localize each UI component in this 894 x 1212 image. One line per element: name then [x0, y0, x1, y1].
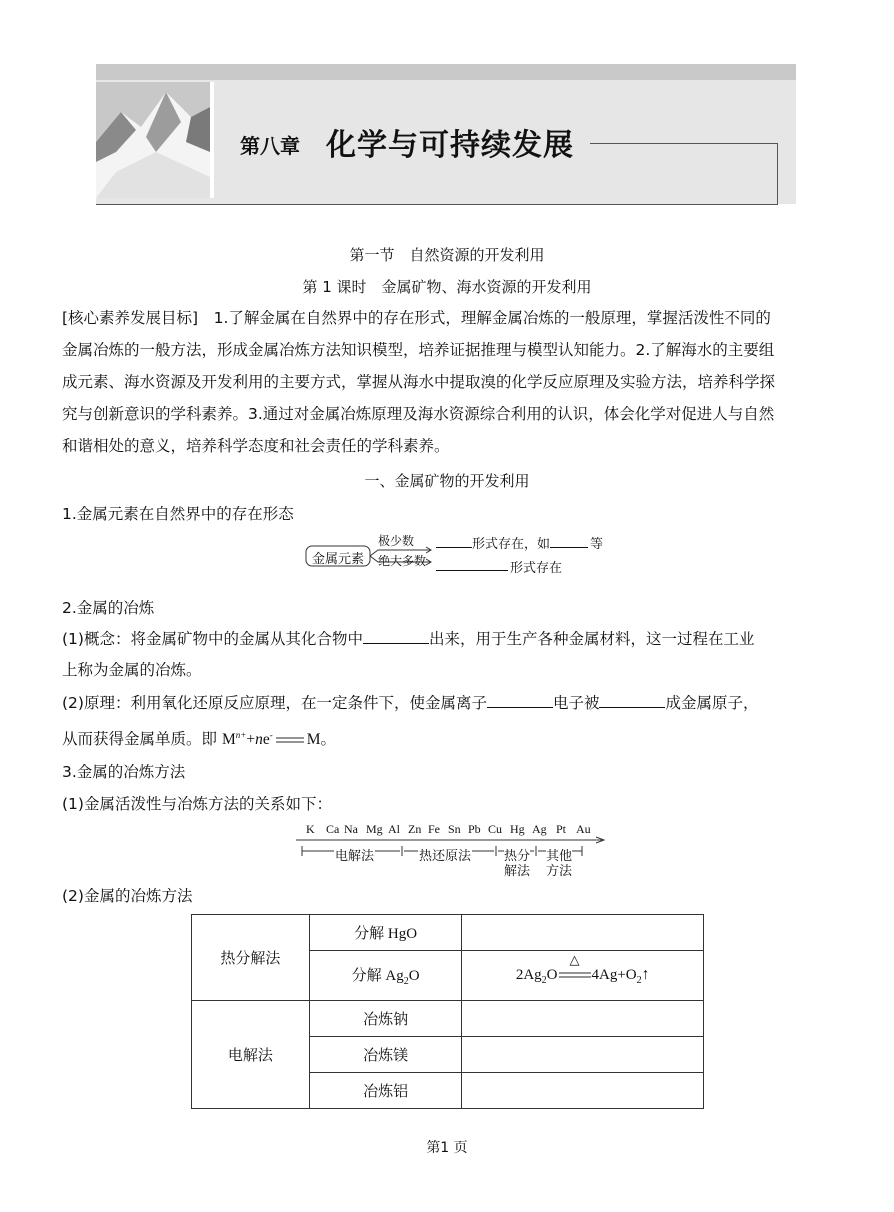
- equals-sign-icon: [275, 735, 305, 745]
- goals-line: [核心素养发展目标] 1.了解金属在自然界中的存在形式，理解金属冶炼的一般原理，掌握活泼性不同的: [62, 309, 771, 327]
- heat-triangle-icon: △: [569, 952, 580, 968]
- method-cell: 冶炼镁: [309, 1037, 462, 1073]
- metal-symbol: Mg: [366, 822, 383, 836]
- answer-cell: [462, 1073, 704, 1109]
- mountain-photo: [96, 82, 214, 198]
- table-row: [192, 915, 704, 951]
- metal-symbol: Sn: [448, 822, 461, 836]
- eq-n: n: [255, 731, 263, 748]
- banner-bottom-rule: [96, 204, 778, 205]
- principle-text-d: 从而获得金属单质。即: [62, 730, 222, 748]
- blank-principle-2: [599, 693, 665, 708]
- banner-top-strip: [96, 64, 796, 80]
- smelting-methods-table: [191, 914, 704, 1109]
- existence-diagram: [300, 530, 620, 576]
- principle-text-b: 电子被: [552, 694, 600, 712]
- metal-symbol: Na: [344, 822, 358, 836]
- mountain-image-icon: [96, 82, 210, 198]
- diagram-text-top-b: 等: [590, 536, 604, 551]
- method-thermal-decomposition-2: 解法: [504, 863, 531, 878]
- concept-text-b: 出来，用于生产各种金属材料，这一过程在工业: [428, 630, 755, 648]
- concept-text-a: (1)概念：将金属矿物中的金属从其化合物中: [62, 630, 363, 648]
- principle-text-a: (2)原理：利用氧化还原反应原理，在一定条件下，使金属离子: [62, 694, 487, 712]
- method-electrolysis: 电解法: [334, 845, 375, 864]
- table-row: [192, 1001, 704, 1037]
- metal-symbol: Zn: [408, 822, 422, 836]
- method-other-2: 方法: [546, 863, 573, 878]
- subscript: 2: [636, 974, 642, 986]
- diagram-text-bottom: 形式存在: [510, 560, 563, 575]
- subscript: 2: [403, 976, 409, 987]
- eq-end: 。: [320, 731, 337, 748]
- metal-symbol: Hg: [510, 822, 525, 836]
- activity-series-diagram: [292, 822, 612, 878]
- item-3-heading: 3.金属的冶炼方法: [62, 763, 186, 781]
- concept-line: [62, 627, 754, 649]
- goals-line: 和谐相处的意义，培养科学态度和社会责任的学科素养。: [62, 437, 450, 455]
- concept-line-2: 上称为金属的冶炼。: [62, 661, 202, 679]
- diagram-text-top-a: 形式存在，如: [472, 536, 551, 551]
- answer-cell: [462, 915, 704, 951]
- metal-symbol: Al: [388, 822, 400, 836]
- metal-symbols: [292, 822, 612, 838]
- blank-principle-1: [487, 693, 553, 708]
- method-text: 分解 Ag: [351, 968, 404, 984]
- principle-text-c: 成金属原子，: [665, 694, 759, 712]
- method-thermal-reduction: 热还原法: [418, 845, 472, 864]
- eq-electron: e: [262, 731, 270, 748]
- lesson-title: 第 1 课时 金属矿物、海水资源的开发利用: [302, 278, 592, 296]
- eq-left: 2Ag: [515, 966, 542, 983]
- goals-line: 成元素、海水资源及开发利用的主要方式，掌握从海水中提取溴的化学反应原理及实验方法，培养科学探: [62, 373, 776, 391]
- metal-symbol: Pt: [556, 822, 567, 836]
- method-other: 其他: [546, 845, 572, 864]
- answer-cell: [462, 1037, 704, 1073]
- heat-condition: [558, 952, 592, 984]
- eq-charge: n+: [235, 729, 247, 740]
- part-heading: 一、金属矿物的开发利用: [364, 472, 530, 490]
- chapter-number: 第八章: [240, 134, 300, 158]
- equals-sign-icon: [558, 970, 592, 980]
- core-goals: [62, 302, 832, 462]
- metal-symbol: K: [306, 822, 315, 836]
- metal-symbol: Fe: [428, 822, 440, 836]
- item-1-heading: 1.金属元素在自然界中的存在形态: [62, 505, 294, 523]
- sub-2-heading: (2)金属的冶炼方法: [62, 887, 193, 905]
- eq-product: M: [306, 731, 321, 748]
- method-text: O: [408, 968, 420, 984]
- section-title: 第一节 自然资源的开发利用: [349, 246, 545, 264]
- blank-top-2: [550, 533, 588, 548]
- blank-concept: [363, 629, 429, 644]
- blank-top-1: [436, 533, 472, 548]
- metal-symbol: Pb: [468, 822, 481, 836]
- goals-line: 金属冶炼的一般方法，形成金属冶炼方法知识模型，培养证据推理与模型认知能力。2.了解海水的主要组: [62, 341, 775, 359]
- group-electrolysis: 电解法: [192, 1001, 310, 1109]
- principle-line: [62, 691, 759, 713]
- title-rule: [590, 143, 778, 144]
- group-thermal-decomposition: 热分解法: [192, 915, 310, 1001]
- eq-plus: +: [246, 731, 256, 748]
- principle-line-2: [62, 727, 336, 749]
- page-number: 第1 页: [426, 1140, 468, 1156]
- answer-cell: [462, 1001, 704, 1037]
- method-cell: 冶炼铝: [309, 1073, 462, 1109]
- sub-1-heading: (1)金属活泼性与冶炼方法的关系如下：: [62, 795, 332, 813]
- item-2-heading: 2.金属的冶炼: [62, 599, 155, 617]
- eq-electron-charge: -: [269, 729, 273, 740]
- method-thermal-decomposition: 热分: [504, 845, 530, 864]
- eq-metal: M: [221, 731, 236, 748]
- reduction-equation: [222, 731, 336, 748]
- diagram-branch-bottom: 绝大多数: [378, 554, 427, 568]
- gas-arrow-icon: ↑: [641, 965, 650, 983]
- eq-left: O: [546, 966, 558, 983]
- method-cell: 冶炼钠: [309, 1001, 462, 1037]
- goals-line: 究与创新意识的学科素养。3.通过对金属冶炼原理及海水资源综合利用的认识，体会化学对促进人与自然: [62, 405, 775, 423]
- metal-symbol: Cu: [488, 822, 503, 836]
- metal-symbol: Ca: [326, 822, 340, 836]
- eq-right: 4Ag+O: [591, 966, 637, 983]
- chapter-title: 化学与可持续发展: [326, 128, 574, 163]
- metal-symbol: Ag: [532, 822, 547, 836]
- method-cell: 分解 HgO: [309, 915, 462, 951]
- diagram-center-label: 金属元素: [312, 551, 365, 566]
- blank-bottom: [436, 556, 508, 571]
- method-cell: [309, 951, 462, 1001]
- metal-symbol: Au: [576, 822, 591, 836]
- equation-cell: [462, 951, 704, 1001]
- subscript: 2: [541, 974, 547, 986]
- diagram-branch-top: 极少数: [378, 534, 415, 548]
- title-rule-vertical: [777, 143, 778, 205]
